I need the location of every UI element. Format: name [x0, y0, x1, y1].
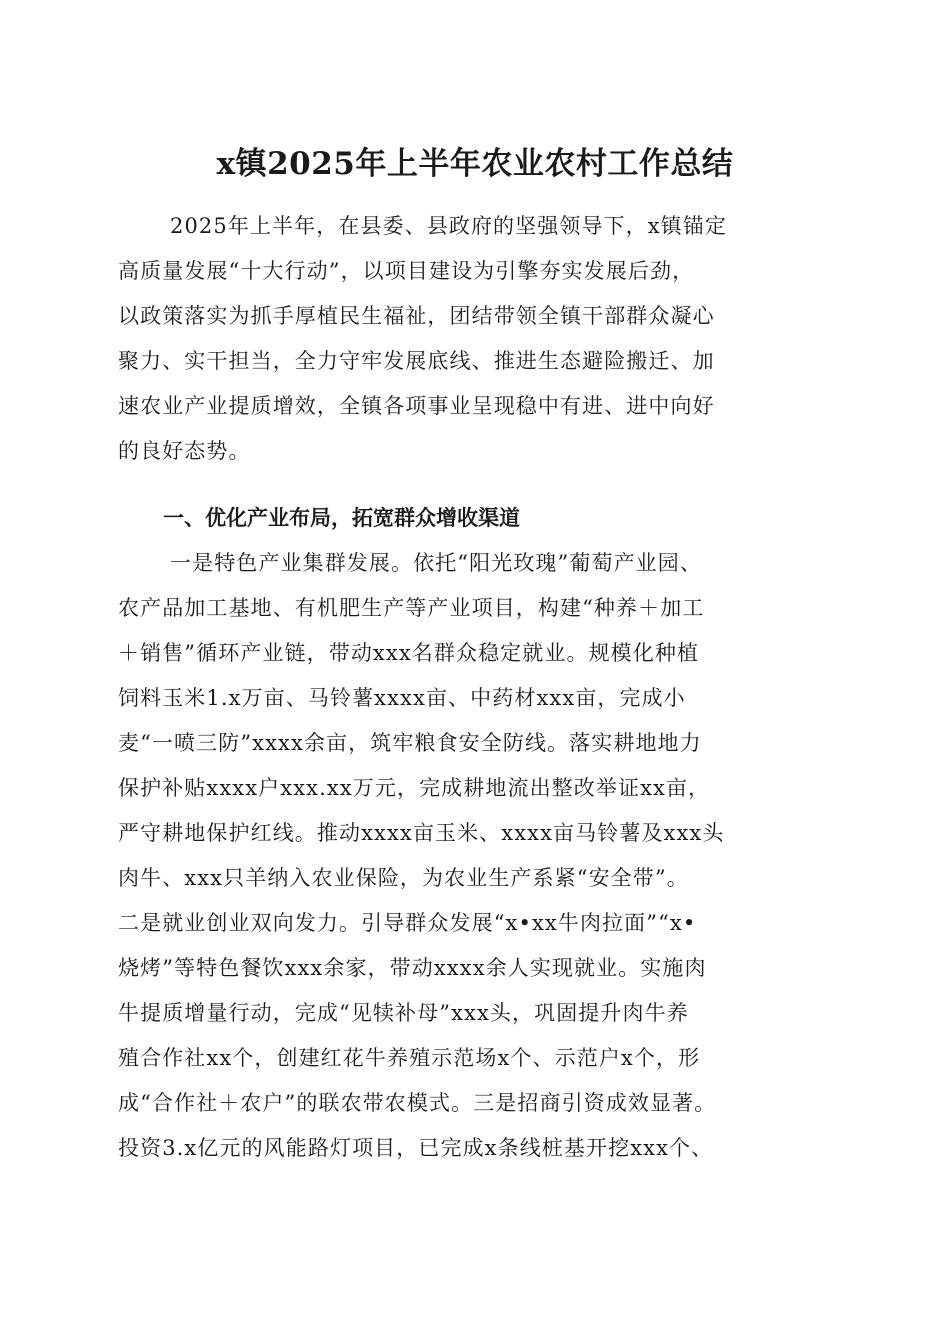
intro-line: 速农业产业提质增效，全镇各项事业呈现稳中有进、进中向好 — [118, 394, 715, 418]
body-line: 农产品加工基地、有机肥生产等产业项目，构建“种养＋加工 — [118, 596, 705, 620]
body-line: 麦“一喷三防”xxxx余亩，筑牢粮食安全防线。落实耕地地力 — [118, 731, 702, 755]
body-line: 投资3.x亿元的风能路灯项目，已完成x条线桩基开挖xxx个、 — [118, 1136, 714, 1160]
intro-line: 2025年上半年，在县委、县政府的坚强领导下，x镇锚定 — [170, 214, 727, 238]
document-title: x镇2025年上半年农业农村工作总结 — [216, 146, 734, 182]
body-line: 烧烤”等特色餐饮xxx余家，带动xxxx余人实现就业。实施肉 — [118, 956, 707, 980]
body-line: 肉牛、xxx只羊纳入农业保险，为农业生产系紧“安全带”。 — [118, 866, 689, 890]
body-line: 牛提质增量行动，完成“见犊补母”xxx头，巩固提升肉牛养 — [118, 1001, 689, 1025]
body-line: ＋销售”循环产业链，带动xxx名群众稳定就业。规模化种植 — [118, 641, 700, 665]
intro-line: 高质量发展“十大行动”，以项目建设为引擎夯实发展后劲， — [118, 259, 695, 283]
body-line: 一是特色产业集群发展。依托“阳光玫瑰”葡萄产业园、 — [170, 551, 702, 575]
body-line: 饲料玉米1.x万亩、马铃薯xxxx亩、中药材xxx亩，完成小 — [118, 686, 686, 710]
intro-line: 聚力、实干担当，全力守牢发展底线、推进生态避险搬迁、加 — [118, 349, 715, 373]
body-line: 严守耕地保护红线。推动xxxx亩玉米、xxxx亩马铃薯及xxx头 — [118, 821, 725, 845]
body-line: 二是就业创业双向发力。引导群众发展“x•xx牛肉拉面”“x• — [118, 911, 697, 935]
section-heading: 一、优化产业布局，拓宽群众增收渠道 — [163, 506, 520, 530]
intro-line: 的良好态势。 — [118, 439, 251, 463]
body-line: 成“合作社＋农户”的联农带农模式。三是招商引资成效显著。 — [118, 1091, 717, 1115]
body-line: 保护补贴xxxx户xxx.xx万元，完成耕地流出整改举证xx亩， — [118, 776, 711, 800]
body-line: 殖合作社xx个，创建红花牛养殖示范场x个、示范户x个，形 — [118, 1046, 701, 1070]
intro-line: 以政策落实为抓手厚植民生福祉，团结带领全镇干部群众凝心 — [118, 304, 715, 328]
